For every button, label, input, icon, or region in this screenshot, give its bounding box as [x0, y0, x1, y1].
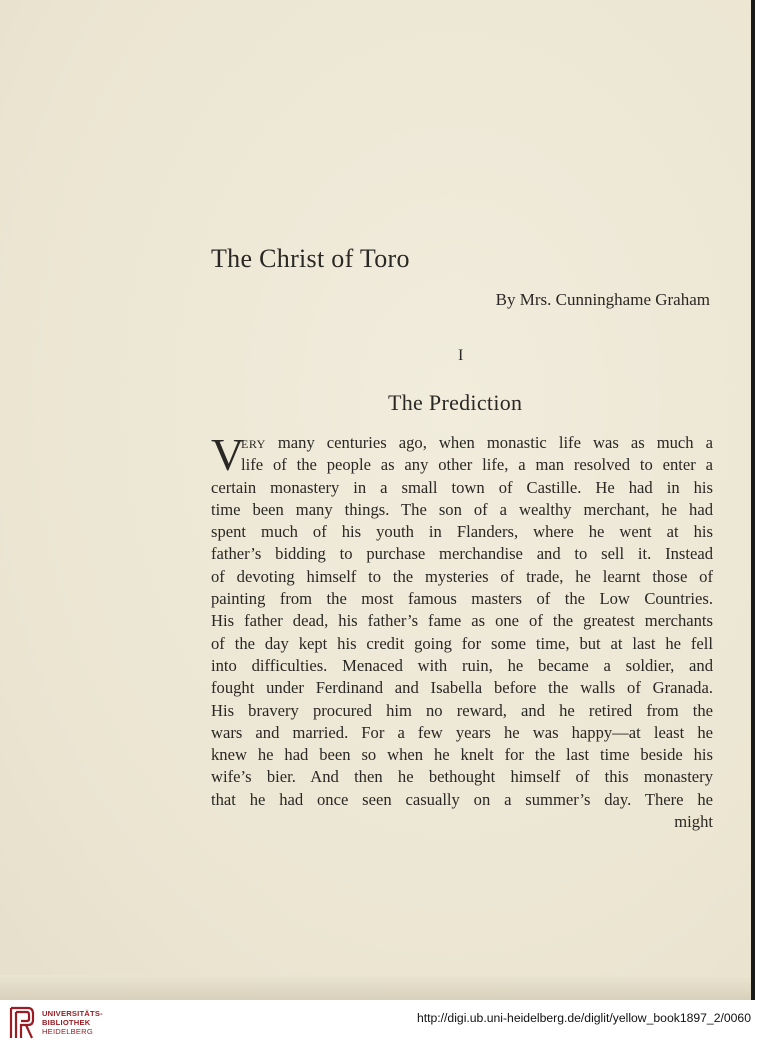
body-text — [211, 429, 713, 833]
library-name — [42, 1009, 103, 1036]
text-line: painting from the most famous masters of the Low Countries. — [211, 589, 713, 609]
library-name-line3: HEIDELBERG — [42, 1027, 93, 1036]
library-name-line1: UNIVERSITÄTS- — [42, 1009, 103, 1018]
bleed-through — [258, 110, 718, 154]
story-title: The Christ of Toro — [211, 244, 410, 273]
text-line: His father dead, his father’s fame as one of the greatest merchants — [211, 611, 713, 631]
page-edge — [751, 0, 755, 1000]
text-line: spent much of his youth in Flanders, where he went at his — [211, 522, 713, 542]
text-line-content: many centuries ago, when monastic life was as much a — [265, 433, 713, 452]
text-line: father’s bidding to purchase merchandise and to sell it. Instead — [211, 544, 713, 564]
page-bottom-edge — [0, 975, 755, 1000]
text-line: of the day kept his credit going for some time, but at last he fell — [211, 633, 713, 653]
library-name-line2: BIBLIOTHEK — [42, 1018, 91, 1027]
text-line — [211, 432, 713, 454]
catchword: might — [674, 812, 713, 832]
text-line: of devoting himself to the mysteries of trade, he learnt those of — [211, 566, 713, 586]
text-line: certain monastery in a small town of Castille. He had in his — [211, 477, 713, 497]
section-title: The Prediction — [388, 390, 523, 415]
text-line: time been many things. The son of a wealthy merchant, he had — [211, 499, 713, 519]
drop-cap: V — [211, 429, 245, 480]
text-line: His bravery procured him no reward, and he retired from the — [211, 700, 713, 720]
small-caps-word: ery — [241, 433, 266, 452]
footer-bar — [0, 1000, 759, 1046]
text-line: knew he had been so when he knelt for the last time beside his — [211, 745, 713, 765]
author-byline: By Mrs. Cunninghame Graham — [495, 290, 710, 309]
section-numeral: I — [458, 347, 464, 364]
text-line: that he had once seen casually on a summer’s day. There he — [211, 789, 713, 809]
text-line: into difficulties. Menaced with ruin, he became a soldier, and — [211, 655, 713, 675]
text-line: wars and married. For a few years he was happy—at least he — [211, 722, 713, 742]
text-line: life of the people as any other life, a man resolved to enter a — [241, 455, 713, 475]
source-url-link[interactable]: http://digi.ub.uni-heidelberg.de/diglit/yellow_book1897_2/0060 — [416, 1011, 751, 1025]
text-line: wife’s bier. And then he bethought himself of this monastery — [211, 767, 713, 787]
library-logo-icon[interactable] — [8, 1006, 36, 1040]
text-line: fought under Ferdinand and Isabella before the walls of Granada. — [211, 678, 713, 698]
